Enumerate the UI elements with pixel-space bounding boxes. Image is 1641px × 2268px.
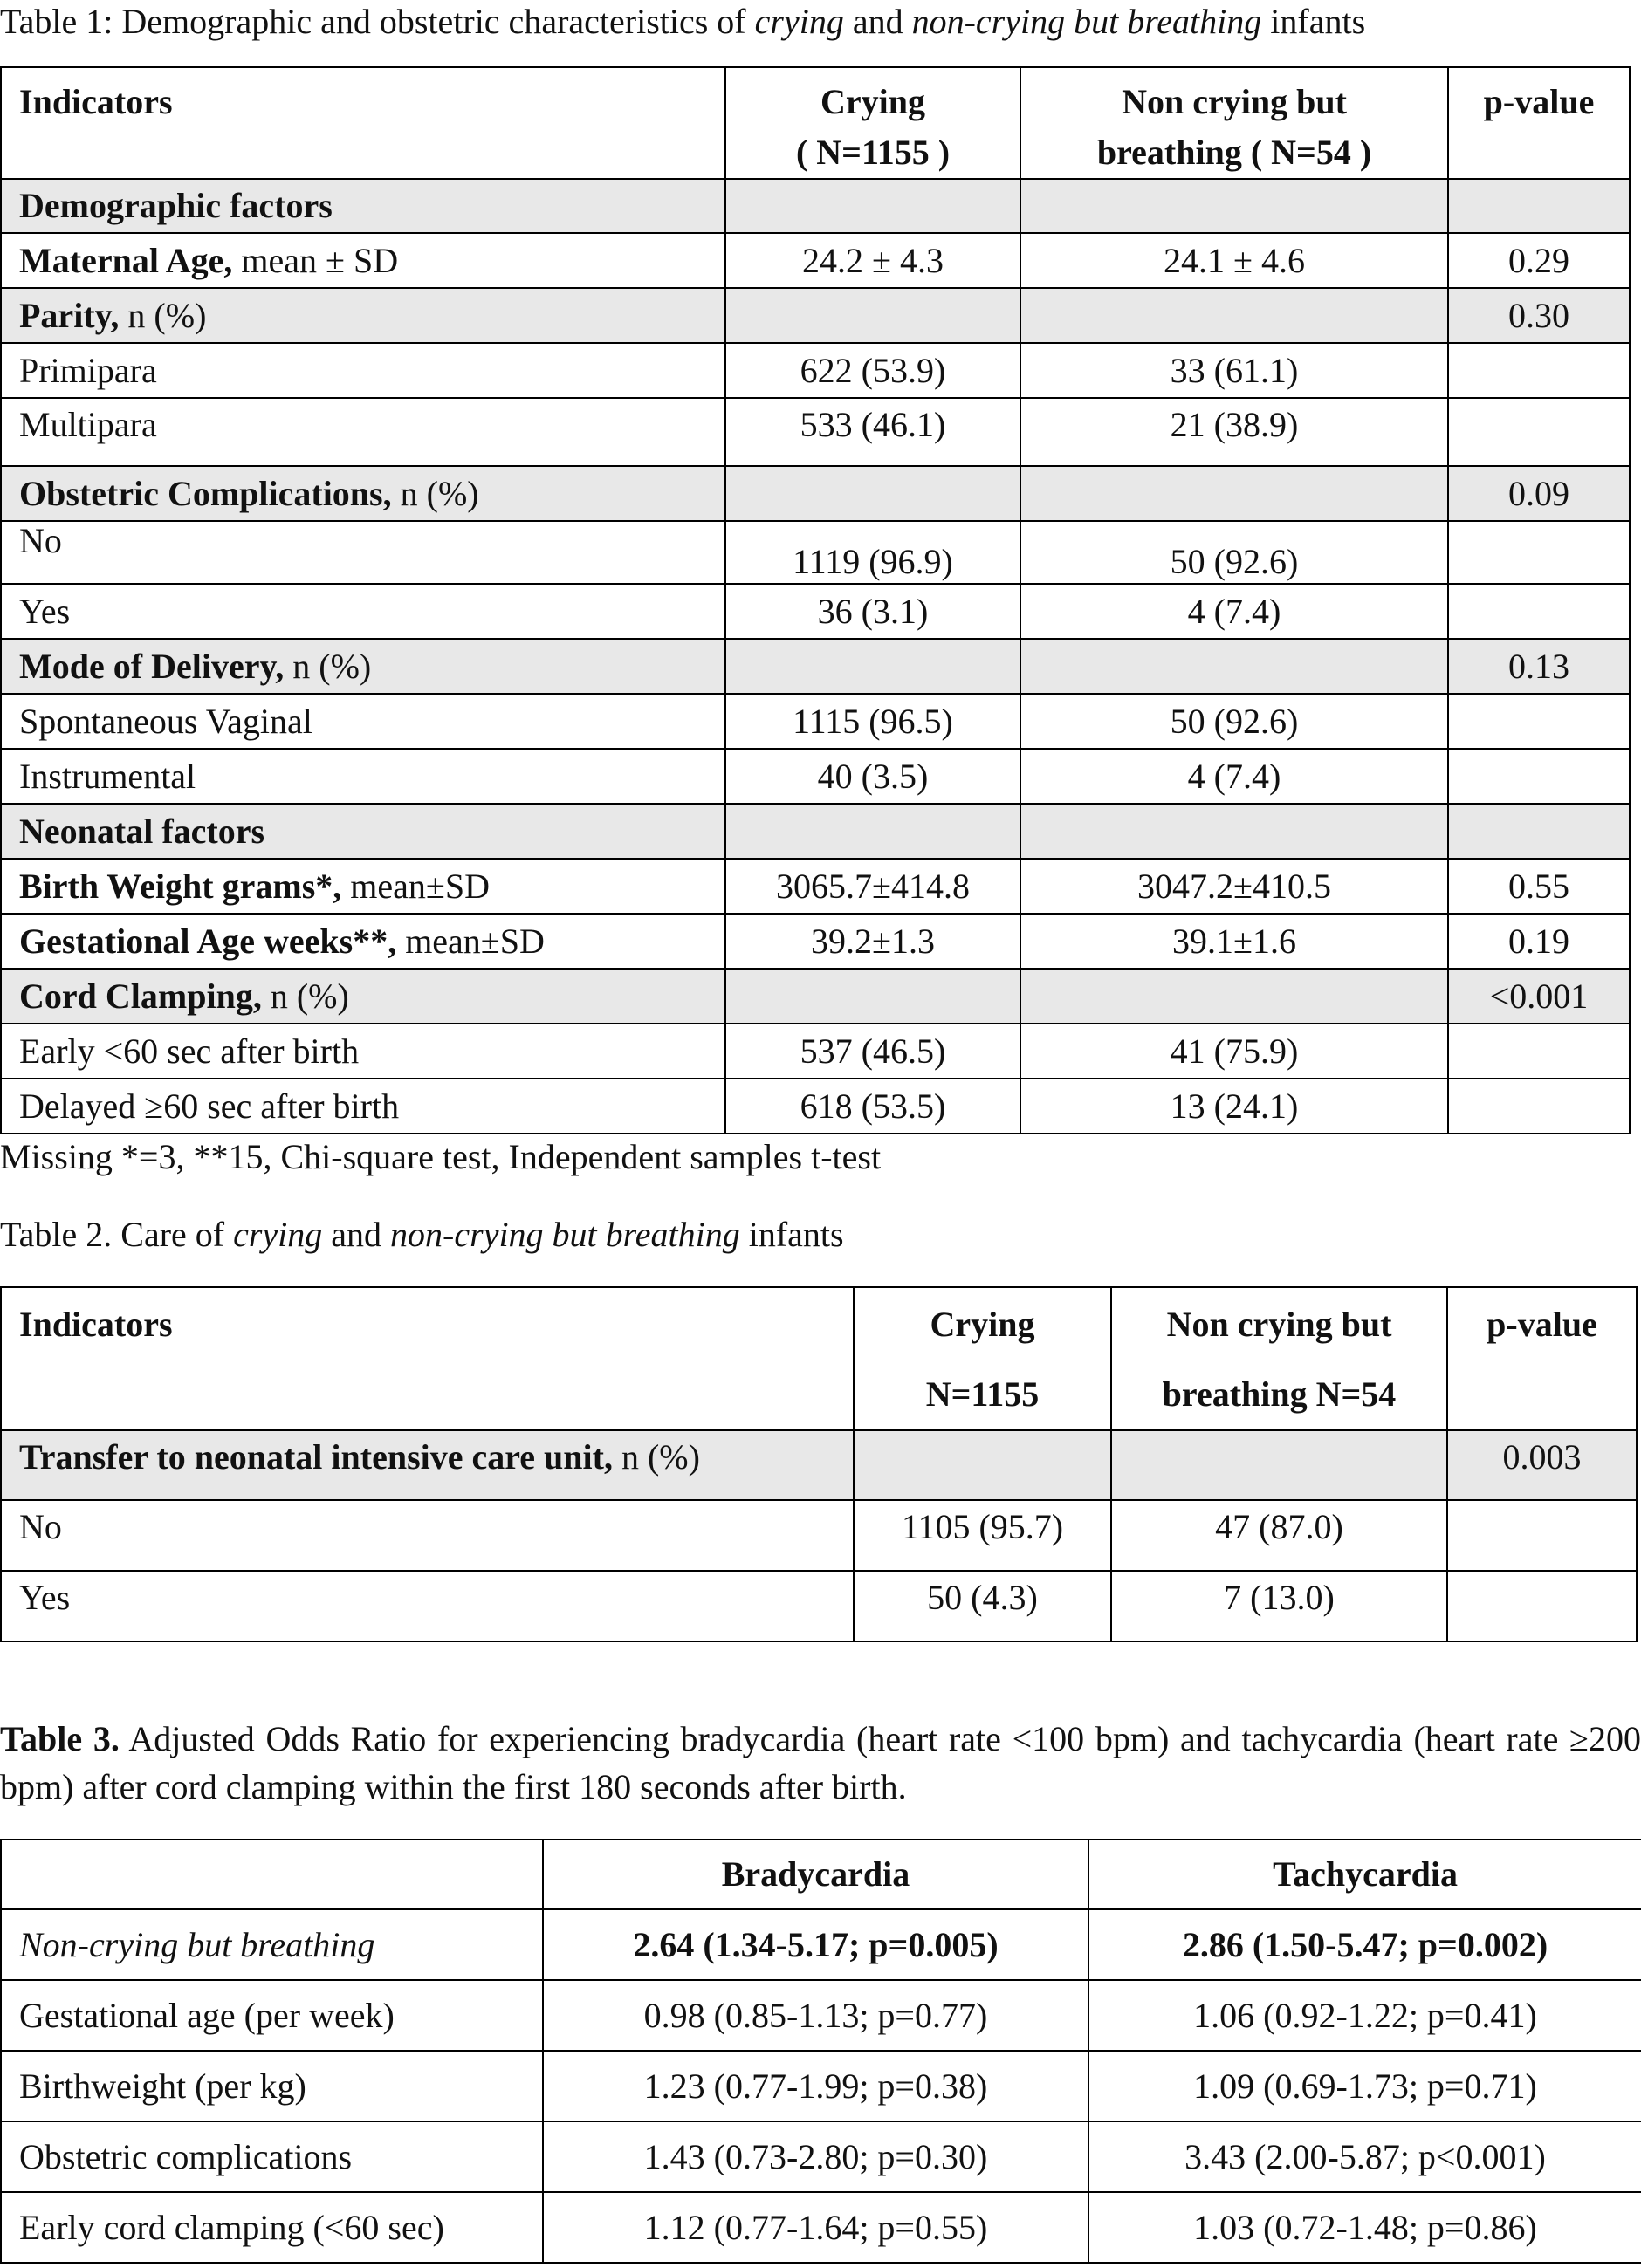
table3-header-row bbox=[1, 1840, 1641, 1909]
table-row: Parity, n (%) 0.30 bbox=[1, 288, 1630, 343]
table-row: Multipara 533 (46.1) 21 (38.9) bbox=[1, 398, 1630, 466]
section-label: Demographic factors bbox=[19, 186, 333, 225]
table-row: Gestational Age weeks**, mean±SD 39.2±1.3 39.1±1.6 0.19 bbox=[1, 914, 1630, 969]
table2 bbox=[0, 1286, 1638, 1642]
header-crying: Crying N=1155 bbox=[925, 1305, 1040, 1414]
table-row: Yes 36 (3.1) 4 (7.4) bbox=[1, 584, 1630, 639]
table-row: Spontaneous Vaginal 1115 (96.5) 50 (92.6) bbox=[1, 694, 1630, 749]
section-label: Neonatal factors bbox=[19, 811, 265, 851]
table-row: Primipara 622 (53.9) 33 (61.1) bbox=[1, 343, 1630, 398]
header-indicators: Indicators bbox=[19, 1305, 173, 1344]
table-row bbox=[1, 804, 1630, 859]
table-row bbox=[1, 179, 1630, 233]
table1-caption: Table 1: Demographic and obstetric characteristics of crying and non-crying but breathing infants bbox=[0, 2, 1366, 41]
table2-caption: Table 2. Care of crying and non-crying but breathing infants bbox=[0, 1215, 844, 1254]
table-row: Instrumental 40 (3.5) 4 (7.4) bbox=[1, 749, 1630, 804]
table-row: Yes 50 (4.3) 7 (13.0) bbox=[1, 1571, 1637, 1641]
table2-header-row bbox=[1, 1287, 1637, 1430]
header-bradycardia: Bradycardia bbox=[721, 1854, 910, 1894]
header-noncrying: Non crying but breathing ( N=54 ) bbox=[1096, 82, 1372, 172]
table-row: Cord Clamping, n (%) <0.001 bbox=[1, 969, 1630, 1024]
table-row: Early cord clamping (<60 sec) 1.12 (0.77-1.64; p=0.55) 1.03 (0.72-1.48; p=0.86) bbox=[1, 2192, 1641, 2263]
table3 bbox=[0, 1839, 1641, 2264]
table1-header-row bbox=[1, 67, 1630, 179]
table-row: Gestational age (per week) 0.98 (0.85-1.13; p=0.77) 1.06 (0.92-1.22; p=0.41) bbox=[1, 1980, 1641, 2051]
table-row: No 1119 (96.9) 50 (92.6) bbox=[1, 521, 1630, 584]
table1-footnote: Missing *=3, **15, Chi-square test, Independent samples t-test bbox=[0, 1137, 882, 1176]
table-row: Transfer to neonatal intensive care unit, n (%) 0.003 bbox=[1, 1430, 1637, 1500]
header-noncrying: Non crying but breathing N=54 bbox=[1162, 1305, 1397, 1414]
table-row: Delayed ≥60 sec after birth 618 (53.5) 13 (24.1) bbox=[1, 1079, 1630, 1134]
table1 bbox=[0, 66, 1631, 1134]
table-row: Maternal Age, mean ± SD 24.2 ± 4.3 24.1 ± 4.6 0.29 bbox=[1, 233, 1630, 288]
header-crying: Crying ( N=1155 ) bbox=[795, 82, 951, 172]
table-row: Mode of Delivery, n (%) 0.13 bbox=[1, 639, 1630, 694]
header-pvalue: p-value bbox=[1487, 1305, 1597, 1344]
table3-caption: Table 3. Adjusted Odds Ratio for experiencing bradycardia (heart rate <100 bpm) and tachycardia (heart rate ≥200 bpm) after cord clamping within the first 180 seconds after birth. bbox=[0, 1719, 1641, 1807]
table-row: Obstetric Complications, n (%) 0.09 bbox=[1, 466, 1630, 521]
header-tachycardia: Tachycardia bbox=[1273, 1854, 1458, 1894]
table-row: Obstetric complications 1.43 (0.73-2.80; p=0.30) 3.43 (2.00-5.87; p<0.001) bbox=[1, 2121, 1641, 2192]
table-row: Birth Weight grams*, mean±SD 3065.7±414.8 3047.2±410.5 0.55 bbox=[1, 859, 1630, 914]
table-row: No 1105 (95.7) 47 (87.0) bbox=[1, 1500, 1637, 1571]
header-indicators: Indicators bbox=[19, 82, 173, 121]
table-row: Non-crying but breathing 2.64 (1.34-5.17; p=0.005) 2.86 (1.50-5.47; p=0.002) bbox=[1, 1909, 1641, 1980]
table-row: Early <60 sec after birth 537 (46.5) 41 (75.9) bbox=[1, 1024, 1630, 1079]
header-pvalue: p-value bbox=[1483, 82, 1595, 121]
table-row: Birthweight (per kg) 1.23 (0.77-1.99; p=0.38) 1.09 (0.69-1.73; p=0.71) bbox=[1, 2051, 1641, 2121]
